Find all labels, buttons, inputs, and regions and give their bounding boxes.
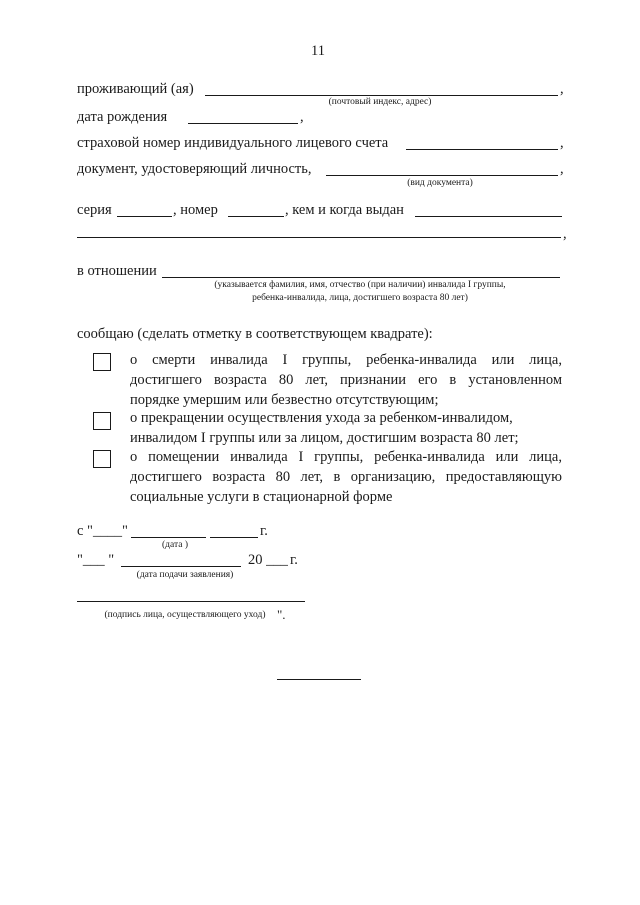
application-date-prefix: "___ " xyxy=(77,552,115,568)
application-date-year: 20 ___ xyxy=(248,552,288,568)
regarding-field[interactable] xyxy=(162,277,560,278)
date-from-year-suffix: г. xyxy=(260,523,268,539)
date-from-hint: (дата ) xyxy=(162,540,188,550)
number-label: , номер xyxy=(173,202,218,218)
birth-date-field[interactable] xyxy=(188,123,298,124)
option-care-stop-line2: инвалидом I группы или за лицом, достигшим возраста 80 лет; xyxy=(130,430,519,446)
snils-comma: , xyxy=(560,135,564,151)
option-death-line1: о смерти инвалида I группы, ребенка-инвалида или лица, xyxy=(130,352,562,368)
option-care-stop-line1: о прекращении осуществления ухода за ребенком-инвалидом, xyxy=(130,410,513,426)
option-death-checkbox[interactable] xyxy=(93,353,111,371)
document-type-hint: (вид документа) xyxy=(407,178,473,188)
page-number: 11 xyxy=(311,43,325,59)
birth-date-label: дата рождения xyxy=(77,109,168,125)
date-from-year-field[interactable] xyxy=(210,537,258,538)
regarding-hint-line1: (указывается фамилия, имя, отчество (при наличии) инвалида I группы, xyxy=(214,280,506,290)
application-date-hint: (дата подачи заявления) xyxy=(136,570,234,580)
signature-closing: ". xyxy=(277,607,286,622)
series-label: серия xyxy=(77,202,112,218)
option-placement-line1: о помещении инвалида I группы, ребенка-инвалида или лица, xyxy=(130,449,562,465)
series-field[interactable] xyxy=(117,216,172,217)
regarding-hint-line2: ребенка-инвалида, лица, достигшего возраста 80 лет) xyxy=(252,293,468,303)
address-hint: (почтовый индекс, адрес) xyxy=(328,97,432,107)
option-placement-checkbox[interactable] xyxy=(93,450,111,468)
option-death-text xyxy=(130,350,562,410)
issued-comma: , xyxy=(563,226,567,242)
resident-label: проживающий (ая) xyxy=(77,81,194,97)
date-from-month-field[interactable] xyxy=(131,537,206,538)
page-end-divider xyxy=(277,679,361,680)
signature-hint: (подпись лица, осуществляющего уход) xyxy=(104,610,266,620)
application-date-month-field[interactable] xyxy=(121,566,241,567)
address-comma: , xyxy=(560,81,564,97)
option-care-stop-text xyxy=(130,408,562,448)
issued-field[interactable] xyxy=(415,216,562,217)
signature-field[interactable] xyxy=(77,601,305,602)
option-placement-text xyxy=(130,447,562,507)
id-document-comma: , xyxy=(560,161,564,177)
number-field[interactable] xyxy=(228,216,284,217)
snils-field[interactable] xyxy=(406,149,558,150)
issued-field-continued[interactable] xyxy=(77,237,561,238)
date-from-prefix: с "____" xyxy=(77,523,128,539)
regarding-label: в отношении xyxy=(77,263,157,279)
option-placement-line3: социальные услуги в стационарной форме xyxy=(130,489,393,505)
application-date-year-suffix: г. xyxy=(290,552,298,568)
snils-label: страховой номер индивидуального лицевого счета xyxy=(77,135,389,151)
birth-date-comma: , xyxy=(300,109,304,125)
id-document-label: документ, удостоверяющий личность, xyxy=(77,161,312,177)
option-care-stop-checkbox[interactable] xyxy=(93,412,111,430)
option-death-line2: достигшего возраста 80 лет, признании его в установленном xyxy=(130,372,562,388)
option-placement-line2: достигшего возраста 80 лет, в организацию, предоставляющую xyxy=(130,469,562,485)
id-document-field[interactable] xyxy=(326,175,558,176)
option-death-line3: порядке умершим или безвестно отсутствующим; xyxy=(130,392,439,408)
notify-label: сообщаю (сделать отметку в соответствующем квадрате): xyxy=(77,326,433,342)
issued-label: , кем и когда выдан xyxy=(285,202,404,218)
